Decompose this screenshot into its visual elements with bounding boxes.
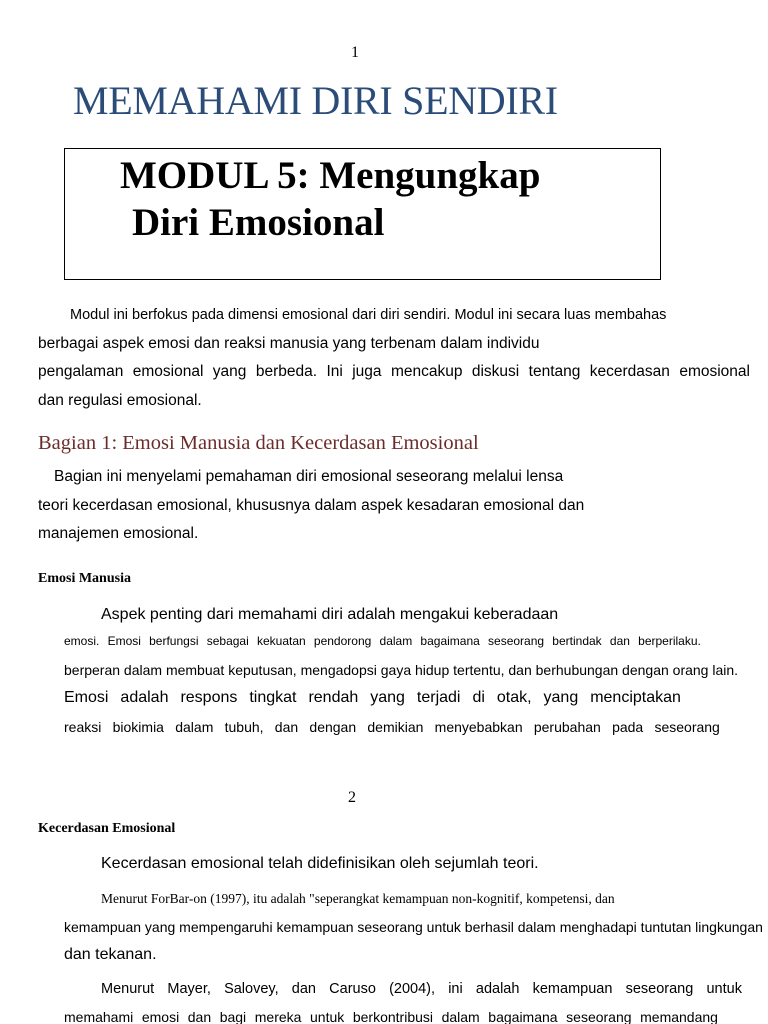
word: seseorang <box>654 719 720 735</box>
word: dalam <box>441 1009 480 1024</box>
word: di <box>472 689 485 706</box>
word: bagaimana <box>488 1009 558 1024</box>
word: dalam <box>379 634 413 648</box>
word: bagi <box>219 1009 247 1024</box>
section1-line-2: teori kecerdasan emosional, khususnya dalam aspek kesadaran emosional dan <box>38 497 585 514</box>
subheading-text: Kecerdasan Emosional <box>38 821 176 836</box>
word: Salovey, <box>224 981 279 997</box>
word: mereka <box>254 1009 302 1024</box>
word: bagaimana <box>420 634 480 648</box>
word: adalah <box>120 689 169 706</box>
word: berfungsi <box>149 634 199 648</box>
section1-line-1: Bagian ini menyelami pemahaman diri emosional seseorang melalui lensa <box>54 468 564 485</box>
word: emosi <box>141 1009 180 1024</box>
word: berkontribusi <box>352 1009 433 1024</box>
word: reaksi <box>64 719 102 735</box>
word: tingkat <box>249 689 297 706</box>
word: menciptakan <box>590 689 681 706</box>
emosi-line-4 <box>64 689 681 707</box>
word: diskusi <box>471 363 520 380</box>
intro-line-2: berbagai aspek emosi dan reaksi manusia yang terbenam dalam individu <box>38 335 540 352</box>
subheading-text: Emosi Manusia <box>38 571 131 586</box>
word: seseorang <box>488 634 545 648</box>
intro-line-1: Modul ini berfokus pada dimensi emosional dari diri sendiri. Modul ini secara luas membahas <box>70 307 667 323</box>
word: emosi. <box>64 634 100 648</box>
bullet-text: Kecerdasan emosional telah didefinisikan oleh sejumlah teori. <box>101 855 539 872</box>
word: ini <box>448 981 463 997</box>
word: dan <box>609 634 630 648</box>
word: bertindak <box>552 634 602 648</box>
section1-line-3: manajemen emosional. <box>38 525 199 542</box>
word: otak, <box>496 689 532 706</box>
word: demikian <box>367 719 424 735</box>
page-number: 2 <box>348 789 356 806</box>
bullet-text <box>101 981 742 997</box>
word: Ini <box>326 363 343 380</box>
word: Caruso <box>329 981 376 997</box>
page-number: 1 <box>351 44 359 61</box>
intro-line-4: dan regulasi emosional. <box>38 392 202 409</box>
emosi-line-3: berperan dalam membuat keputusan, mengadopsi gaya hidup tertentu, dan berhubungan dengan orang lain. <box>64 662 739 678</box>
bullet-text-continued <box>64 1009 718 1024</box>
word: seseorang <box>566 1009 632 1024</box>
word: Emosi <box>107 634 141 648</box>
section-heading: Bagian 1: Emosi Manusia dan Kecerdasan Emosional <box>38 432 479 454</box>
word: dengan <box>309 719 357 735</box>
word: rendah <box>308 689 359 706</box>
word: dan <box>291 981 316 997</box>
word: memandang <box>640 1009 718 1024</box>
word: emosional <box>679 363 750 380</box>
word: Mayer, <box>167 981 211 997</box>
word: seseorang <box>625 981 694 997</box>
word: pendorong <box>313 634 372 648</box>
emosi-line-2 <box>64 634 701 648</box>
word: emosional <box>132 363 204 380</box>
document-title: MEMAHAMI DIRI SENDIRI <box>73 78 558 123</box>
word: respons <box>180 689 238 706</box>
bullet-text-continued: dan tekanan. <box>64 946 157 963</box>
word: yang <box>212 363 247 380</box>
word: untuk <box>310 1009 345 1024</box>
word: adalah <box>475 981 520 997</box>
word: tentang <box>528 363 581 380</box>
word: untuk <box>706 981 742 997</box>
module-title-line2: Diri Emosional <box>132 201 385 244</box>
subheading-emosi-manusia <box>38 571 131 587</box>
word: Menurut <box>101 981 155 997</box>
bullet-text: Menurut ForBar-on (1997), itu adalah "seperangkat kemampuan non-kognitif, kompetensi, dan <box>101 891 615 906</box>
word: berperilaku. <box>638 634 701 648</box>
bullet-text: Aspek penting dari memahami diri adalah mengakui keberadaan <box>101 606 559 623</box>
word: Emosi <box>64 689 109 706</box>
word: pengalaman <box>38 363 124 380</box>
word: biokimia <box>112 719 164 735</box>
word: mencakup <box>390 363 463 380</box>
emosi-line-5 <box>64 719 720 735</box>
subheading-kecerdasan-emosional <box>38 821 175 837</box>
word: kecerdasan <box>589 363 670 380</box>
word: pada <box>612 719 644 735</box>
word: perubahan <box>533 719 601 735</box>
word: dan <box>274 719 299 735</box>
word: sebagai <box>206 634 249 648</box>
word: berbeda. <box>255 363 318 380</box>
word: kemampuan <box>532 981 613 997</box>
bullet-text-continued: kemampuan yang mempengaruhi kemampuan seseorang untuk berhasil dalam menghadapi tuntutan lingkungan <box>64 919 763 935</box>
word: dan <box>187 1009 212 1024</box>
word: yang <box>370 689 405 706</box>
word: memahami <box>64 1009 134 1024</box>
word: yang <box>543 689 579 706</box>
intro-line-3 <box>38 364 750 380</box>
word: juga <box>352 363 382 380</box>
word: kekuatan <box>256 634 306 648</box>
word: (2004), <box>389 981 436 997</box>
word: menyebabkan <box>434 719 523 735</box>
word: terjadi <box>416 689 461 706</box>
word: dalam <box>175 719 214 735</box>
word: tubuh, <box>224 719 264 735</box>
module-title-line1: MODUL 5: Mengungkap <box>120 154 541 197</box>
